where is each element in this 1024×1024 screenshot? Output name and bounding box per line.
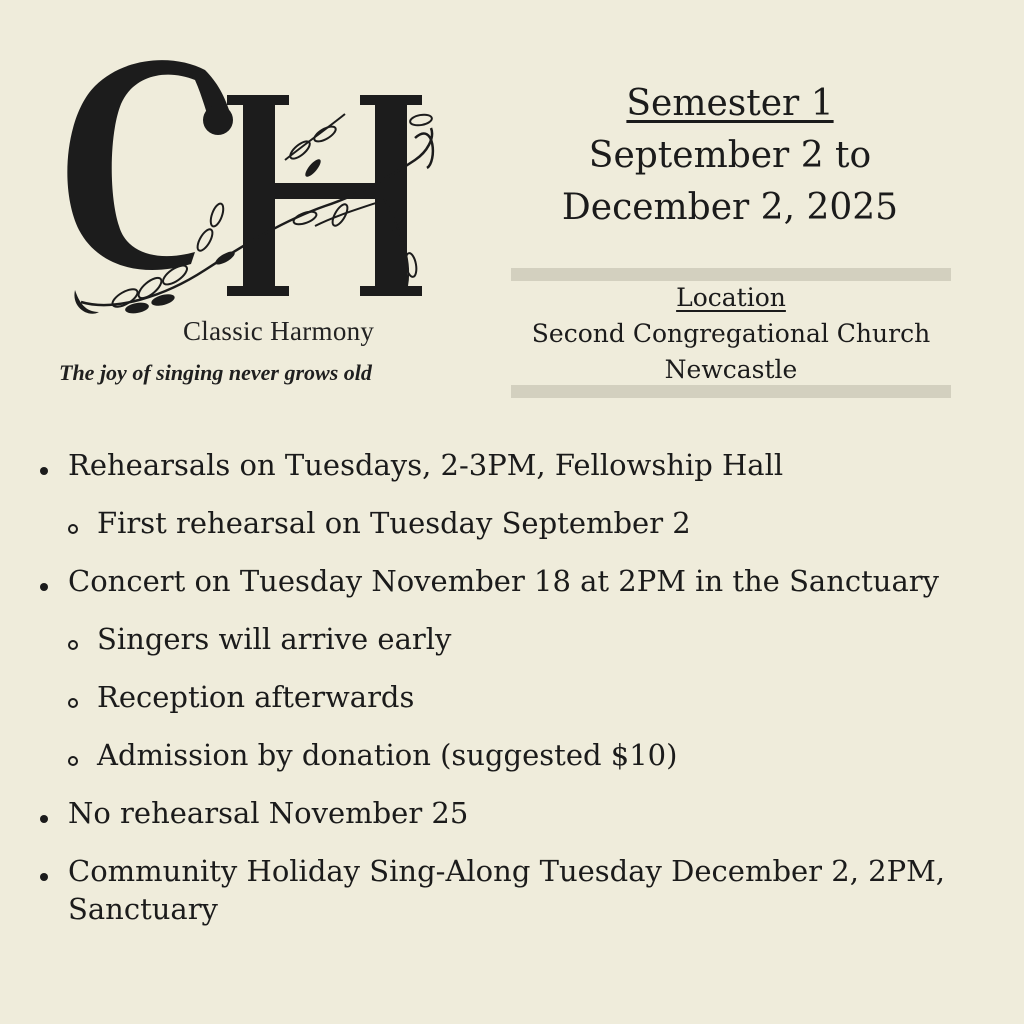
location-church: Second Congregational Church bbox=[531, 319, 931, 348]
bullet-dot-icon bbox=[40, 873, 48, 881]
bullet-dot-icon bbox=[40, 583, 48, 591]
bullet-ring-icon bbox=[68, 524, 78, 534]
location-town: Newcastle bbox=[664, 355, 798, 384]
semester-block bbox=[510, 78, 950, 234]
list-item bbox=[36, 794, 996, 832]
list-item-text: Community Holiday Sing-Along Tuesday December 2, 2PM, Sanctuary bbox=[68, 854, 946, 926]
list-item bbox=[36, 562, 996, 600]
list-item bbox=[36, 446, 996, 484]
tagline: The joy of singing never grows old bbox=[59, 360, 372, 385]
list-subitem bbox=[36, 620, 996, 658]
list-subitem bbox=[36, 678, 996, 716]
semester-date-line-2: December 2, 2025 bbox=[561, 187, 899, 228]
semester-date-line-1: September 2 to bbox=[588, 135, 872, 176]
semester-title: Semester 1 bbox=[626, 83, 834, 124]
bullet-dot-icon bbox=[40, 467, 48, 475]
list-item-text: No rehearsal November 25 bbox=[68, 796, 469, 830]
location-block bbox=[500, 280, 962, 388]
bullet-dot-icon bbox=[40, 815, 48, 823]
list-item-text: Singers will arrive early bbox=[97, 622, 452, 656]
schedule-list bbox=[36, 446, 996, 928]
bullet-ring-icon bbox=[68, 756, 78, 766]
list-item-text: First rehearsal on Tuesday September 2 bbox=[97, 506, 691, 540]
list-item-text: Admission by donation (suggested $10) bbox=[97, 738, 678, 772]
list-subitem bbox=[36, 736, 996, 774]
brand-name: Classic Harmony bbox=[183, 316, 375, 346]
divider-bottom bbox=[511, 385, 951, 398]
list-item-text: Concert on Tuesday November 18 at 2PM in the Sanctuary bbox=[68, 564, 940, 598]
logo bbox=[55, 50, 495, 395]
list-item-text: Reception afterwards bbox=[97, 680, 415, 714]
list-item bbox=[36, 852, 996, 928]
bullet-ring-icon bbox=[68, 698, 78, 708]
list-item-text: Rehearsals on Tuesdays, 2-3PM, Fellowship Hall bbox=[68, 448, 784, 482]
location-title: Location bbox=[676, 283, 786, 312]
list-subitem bbox=[36, 504, 996, 542]
ch-monogram-icon bbox=[55, 50, 495, 340]
bullet-ring-icon bbox=[68, 640, 78, 650]
